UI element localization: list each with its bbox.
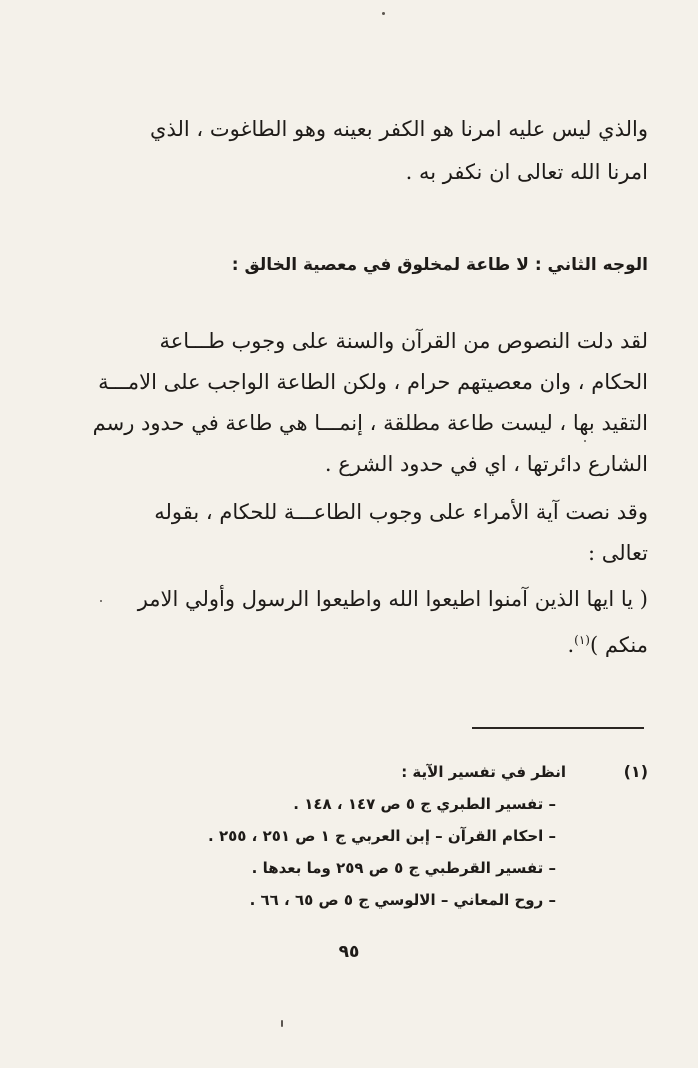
page-number: ٩٥: [338, 942, 360, 962]
footnote-line-4: – تفسير القرطبي ج ٥ ص ٢٥٩ وما بعدها .: [251, 859, 556, 877]
paragraph-2-line-1: لقد دلت النصوص من القرآن والسنة على وجوب طـــاعة: [159, 329, 648, 353]
quranic-verse-text: منكم ): [589, 633, 648, 657]
paper-speck: [382, 12, 385, 15]
footnote-line-5: – روح المعاني – الالوسي ج ٥ ص ٦٥ ، ٦٦ .: [249, 891, 556, 909]
paper-speck: [281, 1020, 283, 1027]
quranic-verse-line-1: ( يا ايها الذين آمنوا اطيعوا الله واطيعوا الرسول وأولي الامر: [137, 587, 648, 611]
paragraph-2-line-4: الشارع دائرتها ، اي في حدود الشرع .: [324, 452, 648, 476]
footnote-line-1: انظر في تفسير الآية :: [401, 763, 566, 781]
quranic-verse-line-2: [567, 624, 648, 661]
footnote-separator: [472, 727, 644, 729]
paper-speck: [584, 440, 586, 442]
paragraph-2-line-2: الحكام ، وان معصيتهم حرام ، ولكن الطاعة الواجب على الامـــة: [98, 370, 648, 394]
footnote-reference-marker[interactable]: (١): [574, 633, 590, 647]
paragraph-3-line-2: تعالى :: [587, 541, 648, 565]
footnote-index: (١): [623, 762, 648, 781]
footnote-line-2: – تفسير الطبري ج ٥ ص ١٤٧ ، ١٤٨ .: [293, 795, 556, 813]
paragraph-3-line-1: وقد نصت آية الأمراء على وجوب الطاعـــة للحكام ، بقوله: [154, 500, 648, 524]
paragraph-2-line-3: التقيد بها ، ليست طاعة مطلقة ، إنمـــا هي طاعة في حدود رسم: [92, 411, 648, 435]
section-heading: الوجه الثاني : لا طاعة لمخلوق في معصية الخالق :: [231, 255, 648, 275]
paper-speck: [100, 600, 102, 602]
paragraph-1-line-2: امرنا الله تعالى ان نكفر به .: [405, 160, 648, 184]
footnote-line-3: – احكام القرآن – إبن العربي ج ١ ص ٢٥١ ، ٢٥٥ .: [208, 827, 556, 845]
paragraph-1-line-1: والذي ليس عليه امرنا هو الكفر بعينه وهو الطاغوت ، الذي: [150, 117, 648, 141]
quranic-verse-end: .: [567, 633, 575, 657]
